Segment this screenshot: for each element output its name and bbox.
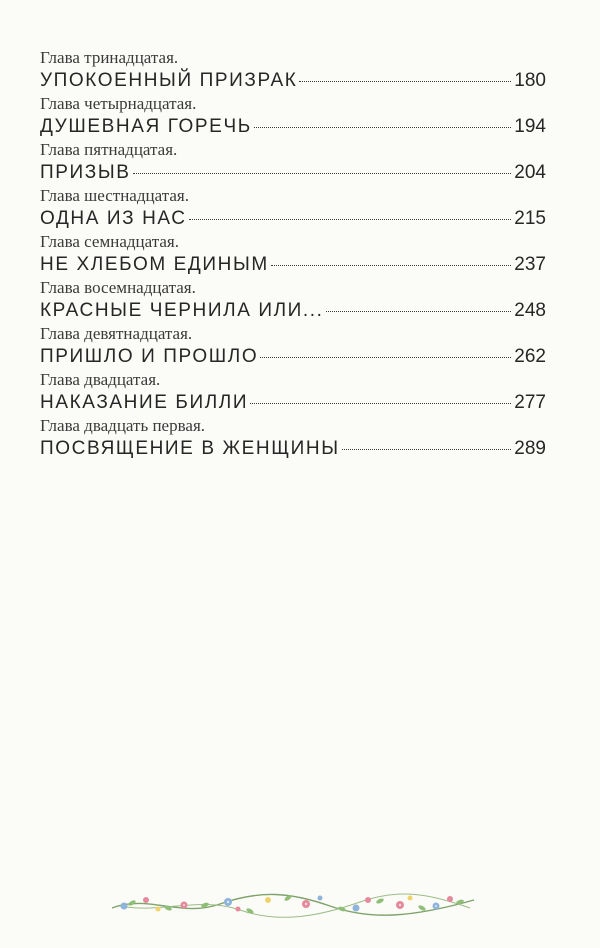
toc-entry[interactable] bbox=[40, 323, 546, 369]
page-number: 289 bbox=[514, 438, 546, 459]
chapter-title: КРАСНЫЕ ЧЕРНИЛА ИЛИ... bbox=[40, 300, 324, 321]
title-line bbox=[40, 436, 546, 461]
table-of-contents bbox=[40, 47, 546, 461]
page-number: 204 bbox=[514, 162, 546, 183]
chapter-title: УПОКОЕННЫЙ ПРИЗРАК bbox=[40, 70, 298, 91]
chapter-title: ПРИШЛО И ПРОШЛО bbox=[40, 346, 259, 367]
dot-leader bbox=[133, 173, 512, 174]
dot-leader bbox=[250, 403, 511, 404]
dot-leader bbox=[254, 127, 512, 128]
floral-vine-icon bbox=[110, 878, 476, 922]
title-line bbox=[40, 344, 546, 369]
chapter-title: ОДНА ИЗ НАС bbox=[40, 208, 187, 229]
dot-leader bbox=[299, 81, 511, 82]
title-line bbox=[40, 252, 546, 277]
toc-entry[interactable] bbox=[40, 277, 546, 323]
toc-entry[interactable] bbox=[40, 415, 546, 461]
chapter-label: Глава восемнадцатая. bbox=[40, 278, 196, 297]
toc-entry[interactable] bbox=[40, 369, 546, 415]
title-line bbox=[40, 160, 546, 185]
title-line bbox=[40, 206, 546, 231]
title-line bbox=[40, 298, 546, 323]
chapter-label: Глава двадцатая. bbox=[40, 370, 161, 389]
title-line bbox=[40, 114, 546, 139]
chapter-label: Глава пятнадцатая. bbox=[40, 140, 178, 159]
page-number: 237 bbox=[514, 254, 546, 275]
dot-leader bbox=[271, 265, 512, 266]
page-number: 262 bbox=[514, 346, 546, 367]
chapter-label: Глава тринадцатая. bbox=[40, 48, 179, 67]
title-line bbox=[40, 68, 546, 93]
chapter-title: ДУШЕВНАЯ ГОРЕЧЬ bbox=[40, 116, 252, 137]
chapter-label: Глава двадцать первая. bbox=[40, 416, 206, 435]
dot-leader bbox=[326, 311, 512, 312]
page-number: 180 bbox=[514, 70, 546, 91]
dot-leader bbox=[260, 357, 511, 358]
chapter-title: ПРИЗЫВ bbox=[40, 162, 131, 183]
dot-leader bbox=[342, 449, 512, 450]
page-number: 194 bbox=[514, 116, 546, 137]
page-number: 277 bbox=[514, 392, 546, 413]
chapter-label: Глава шестнадцатая. bbox=[40, 186, 189, 205]
toc-entry[interactable] bbox=[40, 93, 546, 139]
toc-entry[interactable] bbox=[40, 231, 546, 277]
toc-entry[interactable] bbox=[40, 185, 546, 231]
chapter-title: НЕ ХЛЕБОМ ЕДИНЫМ bbox=[40, 254, 269, 275]
chapter-label: Глава девятнадцатая. bbox=[40, 324, 193, 343]
chapter-label: Глава четырнадцатая. bbox=[40, 94, 197, 113]
chapter-title: ПОСВЯЩЕНИЕ В ЖЕНЩИНЫ bbox=[40, 438, 340, 459]
page-number: 215 bbox=[514, 208, 546, 229]
chapter-label: Глава семнадцатая. bbox=[40, 232, 179, 251]
toc-entry[interactable] bbox=[40, 139, 546, 185]
toc-entry[interactable] bbox=[40, 47, 546, 93]
title-line bbox=[40, 390, 546, 415]
dot-leader bbox=[189, 219, 512, 220]
page-number: 248 bbox=[514, 300, 546, 321]
chapter-title: НАКАЗАНИЕ БИЛЛИ bbox=[40, 392, 249, 413]
